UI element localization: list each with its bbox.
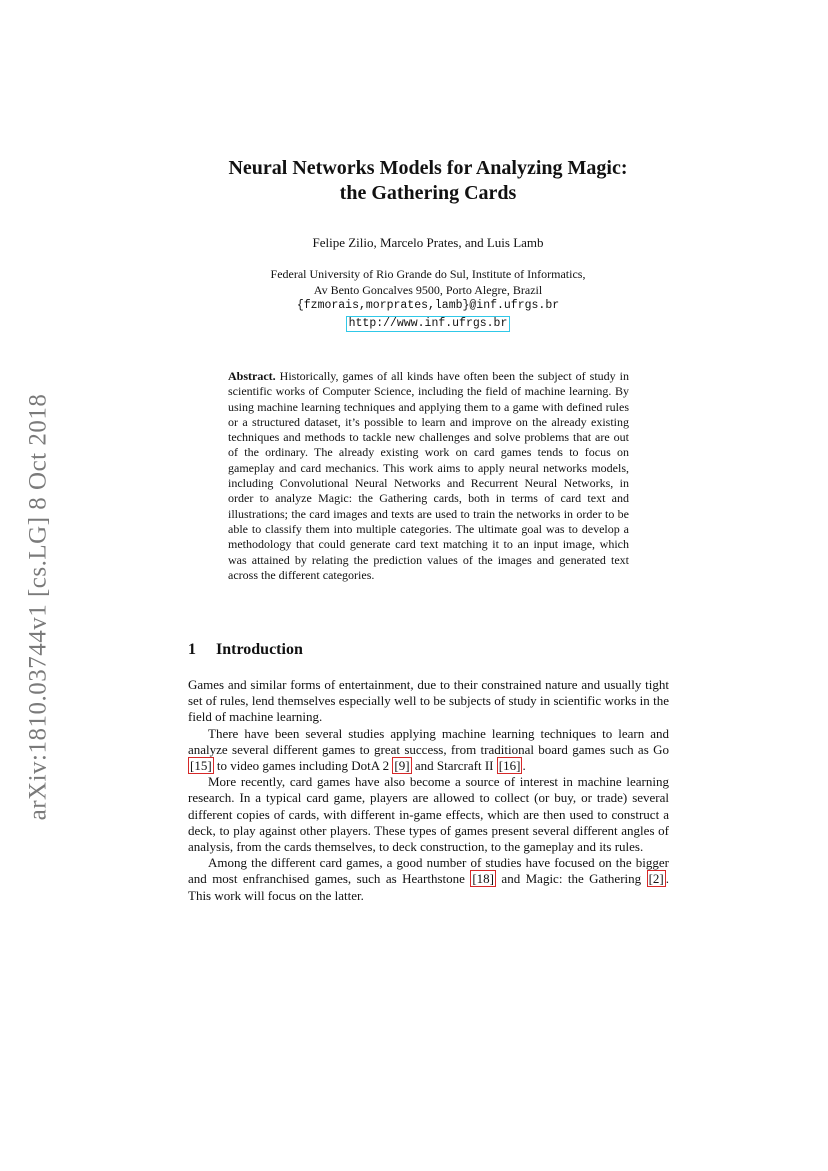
paragraph-3: More recently, card games have also become a source of interest in machine learning research. In a typical card game, players are allowed to collect (or buy, or trade) several different copies of cards, with different in-game effects, which are then used to construct a deck, to play against other players. These types of games present several different angles of analysis, from the cards themselves, to deck construction, to the gameplay and its rules. [188, 774, 669, 855]
authors: Felipe Zilio, Marcelo Prates, and Luis Lamb [312, 235, 544, 250]
introduction-body [188, 677, 669, 904]
paragraph-4: Among the different card games, a good number of studies have focused on the bigger and most enfranchised games, such as Hearthstone [18] and Magic: the Gathering [2] . This work will focus on the latter. [188, 855, 669, 903]
affiliation-line-2: Av Bento Goncalves 9500, Porto Alegre, Brazil [313, 283, 543, 297]
citation-link[interactable]: [18] [472, 871, 494, 887]
paragraph-1: Games and similar forms of entertainment, due to their constrained nature and usually tight set of rules, lend themselves especially well to be subjects of study in scientific works in the field of machine learning. [188, 677, 669, 725]
author-emails: {fzmorais,morprates,lamb}@inf.ufrgs.br [296, 299, 560, 312]
abstract [228, 369, 629, 583]
citation-link[interactable]: [2] [648, 871, 664, 887]
affiliation [150, 266, 706, 332]
abstract-label: Abstract. [228, 369, 276, 383]
arxiv-identifier: arXiv:1810.03744v1 [cs.LG] 8 Oct 2018 [24, 393, 52, 821]
section-number: 1 [188, 641, 196, 658]
paragraph-2: There have been several studies applying machine learning techniques to learn and analyze several different games to great success, from traditional board games such as Go [15] to video games including DotA 2 [9] and Starcraft II [16] . [188, 725, 669, 774]
abstract-text: Historically, games of all kinds have often been the subject of study in scientific works of Computer Science, including the field of machine learning. By using machine learning techniques and applying them to a game with defined rules or a structured dataset, it’s possible to learn and improve on the already existing techniques and methods to tackle new challenges and solve problems that are out of the ordinary. The already existing work on card games tends to focus on gameplay and card mechanics. This work aims to apply neural networks models, including Convolutional Neural Networks and Recurrent Neural Networks, in order to analyze Magic: the Gathering cards, both in terms of card text and illustrations; the card images and texts are used to train the networks in order to be able to classify them into multiple categories. The ultimate goal was to develop a methodology that could generate card text matching it to an input image, which was attained by relating the prediction values of the images and generated text across the different categories. [228, 369, 629, 582]
title-line-1: Neural Networks Models for Analyzing Magic: [228, 157, 628, 179]
institution-url-link[interactable]: http://www.inf.ufrgs.br [346, 316, 511, 332]
citation-link[interactable]: [9] [394, 758, 410, 774]
affiliation-line-1: Federal University of Rio Grande do Sul, Institute of Informatics, [270, 267, 586, 281]
section-title: Introduction [216, 641, 303, 658]
arxiv-stamp [14, 372, 62, 842]
citation-link[interactable]: [16] [498, 758, 521, 774]
citation-link[interactable]: [15] [190, 758, 212, 774]
paper-title [150, 156, 706, 206]
title-line-2: the Gathering Cards [339, 182, 517, 204]
section-heading [188, 641, 303, 659]
